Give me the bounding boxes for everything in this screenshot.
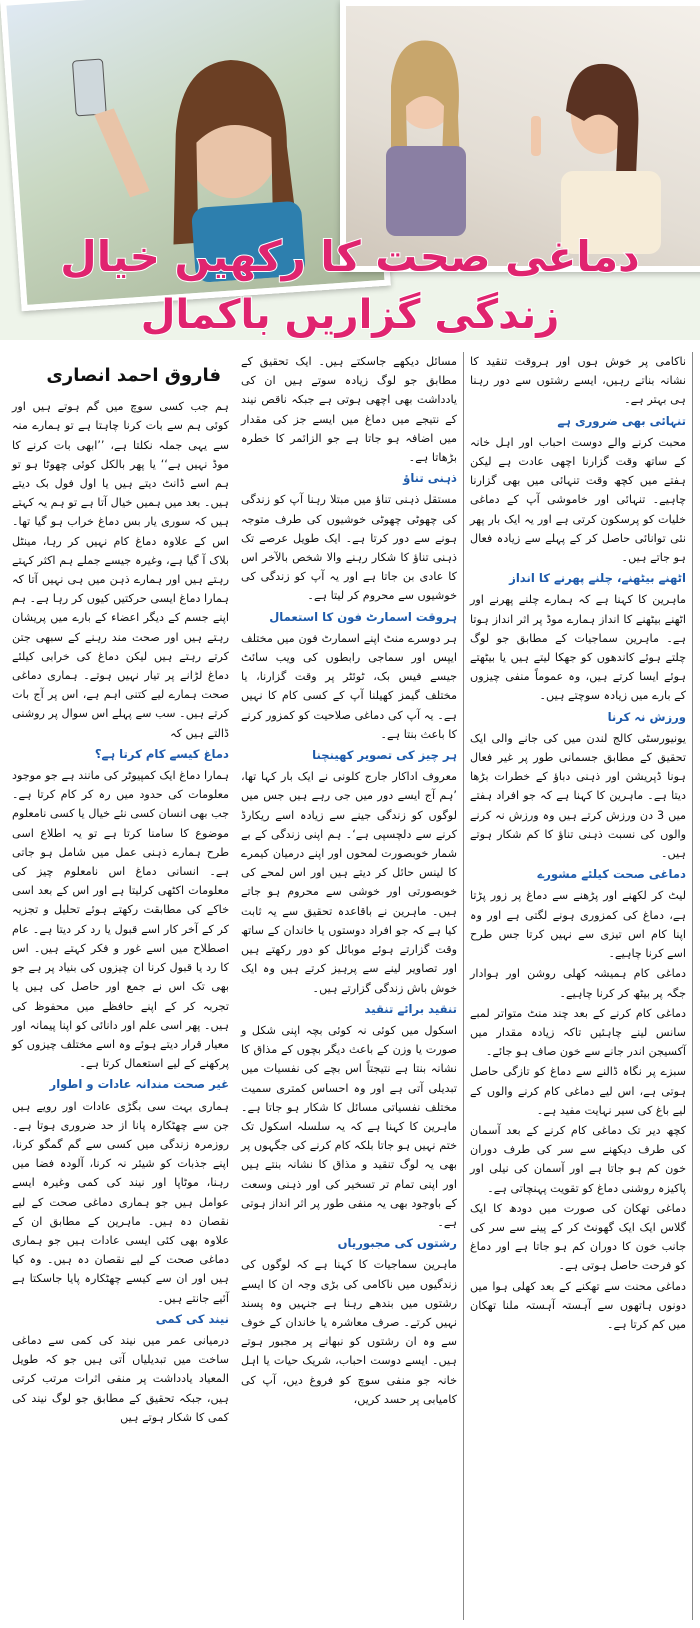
paragraph: محبت کرنے والے دوست احباب اور اہل خانہ کے ساتھ وقت گزارنا اچھی عادت ہے لیکن ہفتے میں کچھ وقت تنہائی میں بھی گزارنا چاہیے۔ تنہائی اور خاموشی آپ کے دماغی خلیات کو پرسکون کرتی ہے اور یہ ایک بار پھر نئی توانائی حاصل کر کے پہلے سے زیادہ فعال ہو جاتے ہیں۔ xyxy=(470,435,686,565)
article-column-1 xyxy=(6,352,235,1620)
subheading: تنقید برائے تنقید xyxy=(364,1001,457,1016)
paragraph: مستقل ذہنی تناؤ میں مبتلا رہنا آپ کو زندگی کی چھوٹی چھوٹی خوشیوں کی طرف متوجہ ہونے سے دور کرتا ہے۔ ایک طویل عرصے تک ذہنی تناؤ کا شکار رہنے والا شخص بالآخر اس کا عادی بن جاتا ہے اور یہ آپ کو زندگی کی خوشیوں سے محروم کر لیتا ہے۔ xyxy=(241,493,457,603)
subheading: ورزش نہ کرنا xyxy=(607,709,686,724)
paragraph: اسکول میں کوئی نہ کوئی بچہ اپنی شکل و صورت یا وزن کے باعث دیگر بچوں کے مذاق کا نشانہ بنتا ہے نتیجتاً اس بچے کی نفسیات میں تبدیلی آتی ہے اور وہ احساس کمتری سمیت مختلف نفسیاتی مسائل کا شکار ہو جاتا ہے۔ ماہرین کا کہنا ہے کہ یہ سلسلہ اسکول تک ختم نہیں ہو جاتا بلکہ کام کرنے کی جگہوں پر بھی یہ لوگ تنقید و مذاق کا نشانہ بنتے ہیں اور اپنی تمام تر تسخیر کی اور ذہنی وسعت کے باوجود بھی یہ منفی طور پر اثر انداز ہوتی ہے۔ xyxy=(241,1023,457,1229)
paragraph: دماغی تھکان کی صورت میں دودھ کا ایک گلاس ایک ایک گھونٹ کر کے پینے سے سر کی جانب خون کا دوران کم ہو جاتا ہے اور دماغ کو فرحت حاصل ہوتی ہے۔ xyxy=(470,1201,686,1273)
subheading: غیر صحت مندانہ عادات و اطوار xyxy=(49,1077,229,1092)
subheading: ہر چیز کی تصویر کھینچنا xyxy=(312,748,457,763)
paragraph: درمیانی عمر میں نیند کی کمی سے دماغی ساخت میں تبدیلیاں آتی ہیں جو کہ طویل المعیاد یادداشت پر منفی اثرات مرتب کرتی ہیں، جبکہ تحقیق کے مطابق جو لوگ نیند کی کمی کا شکار ہوتے ہیں xyxy=(12,1333,229,1424)
article-column-2 xyxy=(235,352,464,1620)
article-body xyxy=(6,352,694,1620)
paragraph: مسائل دیکھے جاسکتے ہیں۔ ایک تحقیق کے مطابق جو لوگ زیادہ سوتے ہیں ان کی یادداشت بھی اچھی ہوتی ہے جبکہ ناقص نیند کے نتیجے میں دماغ میں ایسے جز کی مقدار میں اضافہ ہو جاتا ہے جو الزائمر کا خطرہ بڑھاتا ہے۔ xyxy=(241,355,457,465)
subheading: دماغ کیسے کام کرتا ہے؟ xyxy=(94,746,229,761)
subheading: رشتوں کی مجبوریاں xyxy=(337,1236,457,1251)
subheading: ذہنی تناؤ xyxy=(403,471,457,486)
headline-line-2: زندگی گزاریں باکمال xyxy=(140,292,560,338)
paragraph: ہمارا دماغ ایک کمپیوٹر کی مانند ہے جو موجود معلومات کی حدود میں رہ کر کام کرتا ہے۔ جب بھی انسان کسی نئے خیال یا کسی نامعلوم موضوع کا سامنا کرتا ہے تو یہ اطلاع اسی طرح ہمارے ذہنی عمل میں شامل ہو جاتی ہے۔ انسانی دماغ اس نامعلوم چیز کی معلومات اکٹھی کرلیتا ہے اور اس کے بعد اسی خاکے کی مطابقت رکھتے ہوئے تحلیل و تجزیہ کر کے آخر کار اسے قبول یا رد کر دیتا ہے۔ عام اصطلاح میں اسے غور و فکر کہتے ہیں۔ اس کا رد یا قبول کرنا ان چیزوں کی بنیاد پر ہے جو بھی تک اس نے جمع اور حاصل کی ہیں یا تجربہ کر کے اپنے حافظے میں محفوظ کی ہیں۔ پھر اسی علم اور دانائی کو اپنا پیمانہ اور معیار قرار دیتے ہوئے وہ اسے مختلف چیزوں کو پرکھنے کے لیے استعمال کرتا ہے۔ xyxy=(12,769,229,1071)
paragraph: دماغی کام کرنے کے بعد چند منٹ متواتر لمبے سانس لینے چاہئیں تاکہ زیادہ مقدار میں آکسیجن اندر جانے سے خون صاف ہو جائے۔ xyxy=(470,1006,686,1059)
subheading: دماغی صحت کیلئے مشورے xyxy=(537,867,686,882)
paragraph: ہم جب کسی سوچ میں گم ہوتے ہیں اور کوئی ہم سے بات کرنا چاہتا ہے تو ہمارے منہ سے یہی جملہ نکلتا ہے، ’’ابھی بات کرنے کا موڈ نہیں ہے‘‘ یا پھر بالکل کوئی چھوٹا ہو تو ہم اسے ڈانٹ دیتے ہیں یا اول فول بک دیتے ہیں۔ بعد میں ہمیں خیال آتا ہے تو ہم یہ کہتے ہیں کہ سوری یار بس دماغ خراب ہو گیا تھا۔ اس کے علاوہ دماغ کام نہیں کر رہا، مینٹل بلاک آ گیا ہے، وغیرہ جیسے جملے ہم اکثر کہتے رہتے ہیں اور ہمارے ذہن میں ہی نہیں آتا کہ ہمارا دماغ ایسی حرکتیں کیوں کر رہا ہے۔ ہم اپنے جسم کے دیگر اعضاء کے بارے میں پریشان رہتے ہیں اور صحت مند رہنے کے سبھی جتن کرتے رہتے ہیں لیکن دماغ کی خرابی کیلئے دماغ لڑانے پر تیار نہیں ہوتے۔ ہماری دماغی صحت ہمارے لیے کتنی اہم ہے، اس پر آج بات کرتے ہیں۔ سب سے پہلے اس سوال پر روشنی ڈالتے ہیں کہ xyxy=(12,400,229,740)
subheading: ہروقت اسمارٹ فون کا استعمال xyxy=(269,609,457,624)
subheading: تنہائی بھی ضروری ہے xyxy=(557,413,686,428)
paragraph: یونیورسٹی کالج لندن میں کی جانے والی ایک تحقیق کے مطابق جسمانی طور پر غیر فعال ہونا ڈپریشن اور ذہنی دباؤ کے خطرات بڑھا دیتا ہے۔ ماہرین کا کہنا ہے کہ جو افراد ہفتے میں 3 دن ورزش کرتے ہیں وہ ورزش نہ کرنے والوں کی نسبت ذہنی تناؤ کا کم شکار ہوتے ہیں۔ xyxy=(470,731,686,861)
paragraph: ہر دوسرے منٹ اپنے اسمارٹ فون میں مختلف ایپس اور سماجی رابطوں کی ویب سائٹ جیسے فیس بک، ٹوئٹر پر وقت گزارنا، یا مختلف گیمز کھیلنا آپ کے کسی کام کا نہیں ہے۔ یہ آپ کی دماغی صلاحیت کو کمزور کرنے کا باعث بنتا ہے۔ xyxy=(241,631,457,741)
paragraph: سبزے پر نگاہ ڈالنے سے دماغ کو تازگی حاصل ہوتی ہے، اس لیے دماغی کام کرنے والوں کے لیے باغ کی سیر نہایت مفید ہے۔ xyxy=(470,1065,686,1117)
paragraph: ناکامی پر خوش ہوں اور ہروقت تنقید کا نشانہ بناتے رہیں، ایسے رشتوں سے دور رہنا ہی بہتر ہے۔ xyxy=(470,355,686,407)
author-name: فاروق احمد انصاری xyxy=(46,365,221,386)
paragraph: لیٹ کر لکھنے اور پڑھنے سے دماغ پر زور پڑتا ہے، دماغ کی کمزوری ہونے لگتی ہے اور وہ اپنا کام اس تیزی سے نہیں کرتا جس طرح اسے کرنا چاہیے۔ xyxy=(470,889,686,961)
paragraph: ماہرین کا کہنا ہے کہ ہمارے چلنے پھرنے اور اٹھنے بیٹھنے کا انداز ہمارے موڈ پر اثر انداز ہوتا ہے۔ ماہرین سماجیات کے مطابق جو لوگ چلتے ہوئے کاندھوں کو جھکا لیتے ہیں یا بیٹھتے ہوئے ایسا کرتے ہیں، وہ عموماً منفی چیزوں کے بارے میں زیادہ سوچتے ہیں۔ xyxy=(470,593,686,703)
article-column-3 xyxy=(464,352,693,1620)
paragraph: معروف اداکار جارج کلونی نے ایک بار کہا تھا، ’ہم آج ایسے دور میں جی رہے ہیں جس میں لوگوں کو زندگی جینے سے زیادہ اسے ریکارڈ کرنے سے دلچسپی ہے‘۔ ہم اپنی زندگی کے بے شمار خوبصورت لمحوں اور اپنے درمیان کیمرے کا لینس حائل کر دیتے ہیں اور اس لمحے کی خوبصورتی اور خوشی سے محروم ہو جاتے ہیں۔ ماہرین نے باقاعدہ تحقیق سے یہ ثابت کیا ہے کہ جو افراد دوستوں یا خاندان کے ساتھ وقت گزارتے ہوئے موبائل کو دور رکھتے ہیں اور تصاویر لینے سے پرہیز کرتے ہیں وہ ایک خوش باش زندگی گزارتے ہیں۔ xyxy=(241,770,457,995)
paragraph: کچھ دیر تک دماغی کام کرنے کے بعد آسمان کی طرف دیکھنے سے سر کی طرف دوران خون کم ہو جاتا ہے اور آسمان کی نیلی اور پاکیزہ روشنی دماغ کو تقویت پہنچاتی ہے۔ xyxy=(470,1123,686,1195)
paragraph: ماہرین سماجیات کا کہنا ہے کہ لوگوں کی زندگیوں میں ناکامی کی بڑی وجہ ان کا ایسے رشتوں میں بندھے رہنا ہے جنہیں وہ پسند نہیں کرتے۔ صرف معاشرہ یا خاندان کے خوف سے وہ ان رشتوں کو نبھانے پر مجبور ہوتے ہیں۔ ایسے دوست احباب، شریک حیات یا اہل خانہ جو منفی سوچ کو فروغ دیں، آپ کی کامیابی پر حسد کریں، xyxy=(241,1258,457,1406)
paragraph: ہماری بہت سی بگڑی عادات اور رویے ہیں جن سے چھٹکارہ پانا از حد ضروری ہوتا ہے۔ روزمرہ زندگی میں کسی سے گم گمگو کرنا، اپنے جذبات کو شیئر نہ کرنا، آلودہ فضا میں رہنا، موٹاپا اور نیند کی کمی وغیرہ ایسے عوامل ہیں جو ہماری دماغی صحت کے لیے نقصان دہ ہیں۔ ماہرین کے مطابق ان کے علاوہ بھی کئی ایسی عادات ہیں جو ہماری دماغی صحت کے لیے نقصان دہ ہیں۔ وہ کیا ہیں اور ان سے کیسے چھٹکارہ پایا جاسکتا ہے آئیے جانتے ہیں۔ xyxy=(12,1099,229,1305)
paragraph: دماغی کام ہمیشہ کھلی روشن اور ہوادار جگہ پر بیٹھ کر کرنا چاہیے۔ xyxy=(470,967,686,1000)
subheading: نیند کی کمی xyxy=(155,1311,229,1326)
headline-line-1: دماغی صحت کا رکھیں خیال xyxy=(60,232,640,281)
mother-daughter-figure xyxy=(346,6,694,254)
subheading: اٹھنے بیٹھنے، چلنے پھرنے کا انداز xyxy=(509,571,686,586)
paragraph: دماغی محنت سے تھکنے کے بعد کھلی ہوا میں دونوں ہاتھوں سے آہستہ آہستہ ملنا تھکان میں کم کرتا ہے۔ xyxy=(470,1279,686,1331)
header-illustration xyxy=(0,0,700,340)
